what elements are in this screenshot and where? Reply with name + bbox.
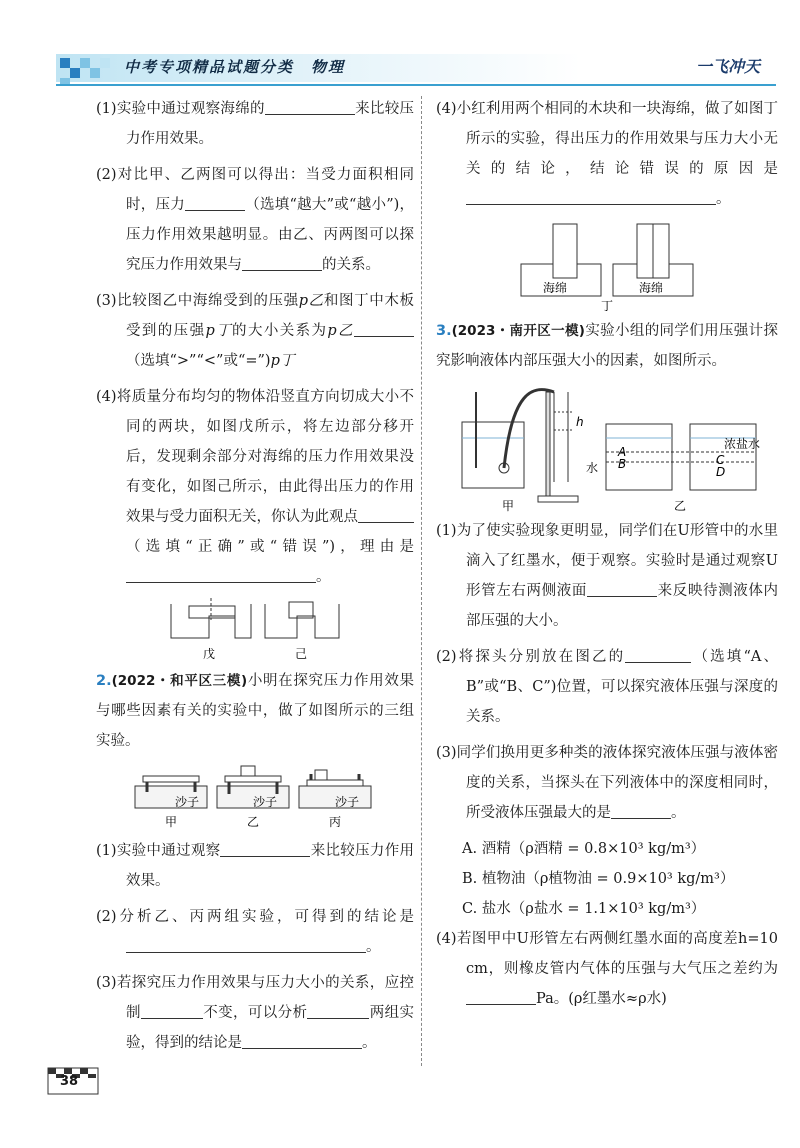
choice-a[interactable]: A. 酒精（ρ酒精 = 0.8×10³ kg/m³）	[462, 841, 706, 857]
answer-blank[interactable]	[587, 580, 657, 597]
figure-wu-ji	[155, 598, 355, 662]
left-column	[96, 94, 414, 1064]
point-d-label: D	[716, 465, 726, 479]
question-number: 2.	[96, 673, 112, 689]
answer-blank[interactable]	[242, 254, 322, 271]
q3-part1: (1)为了使实验现象更明显，同学们在U形管中的水里滴入了红墨水，便于观察。实验时是通过观察U形管左右两侧液面 来反映待测液体内部压强的大小。	[436, 523, 778, 629]
figure-label-yi: 乙	[674, 499, 687, 512]
brine-label: 浓盐水	[724, 437, 761, 451]
answer-blank[interactable]	[625, 646, 691, 663]
q1-part2: (2)对比甲、乙两图可以得出：当受力面积相同时，压力 （选填“越大”或“越小”)，压力作用效果越明显。由乙、丙两图可以探究压力作用效果与 的关系。	[96, 167, 415, 273]
figure-label-wu: 戊	[203, 647, 216, 661]
figure-label-jia: 甲	[165, 815, 178, 829]
answer-blank[interactable]	[358, 506, 414, 523]
sand-label: 沙子	[175, 795, 200, 809]
point-b-label: B	[618, 457, 627, 471]
answer-blank[interactable]	[611, 802, 671, 819]
sponge-label: 海绵	[639, 281, 664, 295]
header-checker-icon	[56, 48, 120, 86]
page-header	[56, 48, 776, 88]
q2-part1: (1)实验中通过观察 来比较压力作用效果。	[96, 836, 414, 896]
column-divider	[421, 96, 422, 1066]
right-column	[436, 94, 778, 1020]
height-label: h	[576, 415, 584, 429]
header-rule	[56, 84, 776, 86]
sponge-label: 海绵	[543, 281, 568, 295]
q1-part4-right: (4)小红利用两个相同的木块和一块海绵，做了如图丁所示的实验，得出压力的作用效果与压力大小无关的结论，结论错误的原因是。	[436, 101, 778, 207]
answer-blank[interactable]	[354, 320, 414, 337]
choice-b[interactable]: B. 植物油（ρ植物油 = 0.9×10³ kg/m³）	[462, 871, 735, 887]
q3-stem: 3.(2023・南开区一模)实验小组的同学们用压强计探究影响液体内部压强大小的因素，如图所示。	[436, 323, 778, 369]
q2-part2: (2)分析乙、丙两组实验，可得到的结论是。	[96, 909, 414, 955]
answer-blank[interactable]	[242, 1032, 362, 1049]
question-source: (2023・南开区一模)	[451, 323, 585, 339]
answer-blank[interactable]	[466, 188, 716, 205]
figure-label-ding: 丁	[601, 299, 614, 312]
page-number: 38	[60, 1074, 79, 1089]
q2-part3: (3)若探究压力作用效果与压力大小的关系，应控制 不变，可以分析 两组实验，得到的结论是 。	[96, 975, 414, 1051]
answer-blank[interactable]	[141, 1002, 203, 1019]
q3-part2: (2)将探头分别放在图乙的 （选填“A、B”或“B、C”)位置，可以探究液体压强与深度的关系。	[436, 642, 778, 732]
answer-blank[interactable]	[307, 1002, 369, 1019]
sand-label: 沙子	[253, 795, 278, 809]
water-label: 水	[586, 461, 599, 475]
answer-blank[interactable]	[265, 98, 355, 115]
question-number: 3.	[436, 323, 452, 339]
q1-part4: (4)将质量分布均匀的物体沿竖直方向切成大小不同的两块，如图戊所示，将左边部分移开后，发现剩余部分对海绵的压力作用效果没有变化，如图己所示，由此得出压力的作用效果与受力面积无关，你认为此观点（选填“正确”或“错误”)，理由是。	[96, 389, 414, 585]
answer-blank[interactable]	[126, 566, 316, 583]
figure-sand-experiments	[125, 762, 385, 832]
q2-stem: 2.(2022・和平区三模)小明在探究压力作用效果与哪些因素有关的实验中，做了如图所示的三组实验。	[96, 673, 415, 749]
q3-part3: (3)同学们换用更多种类的液体探究液体压强与液体密度的关系，当探头在下列液体中的深度相同时，所受液体压强最大的是 。	[436, 745, 778, 821]
header-title: 中考专项精品试题分类 物理	[124, 58, 346, 76]
point-a-label: A	[618, 445, 627, 459]
header-brand: 一飞冲天	[695, 57, 760, 76]
choice-c[interactable]: C. 盐水（ρ盐水 = 1.1×10³ kg/m³）	[462, 901, 706, 917]
answer-blank[interactable]	[466, 988, 536, 1005]
q3-part4: (4)若图甲中U形管左右两侧红墨水面的高度差h=10 cm，则橡皮管内气体的压强与大气压之差约为Pa。(ρ红墨水≈ρ水)	[436, 931, 778, 1007]
figure-label-ji: 己	[295, 647, 308, 661]
answer-blank[interactable]	[220, 840, 310, 857]
page-number-badge	[46, 1064, 100, 1098]
figure-pressure-gauge	[442, 382, 772, 512]
figure-label-yi: 乙	[247, 815, 260, 829]
answer-blank[interactable]	[185, 194, 245, 211]
point-c-label: C	[716, 453, 725, 467]
answer-blank[interactable]	[126, 936, 366, 953]
q1-part1: (1)实验中通过观察海绵的 来比较压力作用效果。	[96, 94, 414, 154]
sand-label: 沙子	[335, 795, 360, 809]
question-source: (2022・和平区三模)	[111, 673, 248, 689]
figure-label-bing: 丙	[329, 815, 342, 829]
figure-ding	[497, 220, 717, 312]
q1-part3: (3)比较图乙中海绵受到的压强p乙和图丁中木板受到的压强p丁的大小关系为p乙（选填“>”“<”或“=”)p丁	[96, 293, 414, 369]
figure-label-jia: 甲	[502, 499, 515, 512]
